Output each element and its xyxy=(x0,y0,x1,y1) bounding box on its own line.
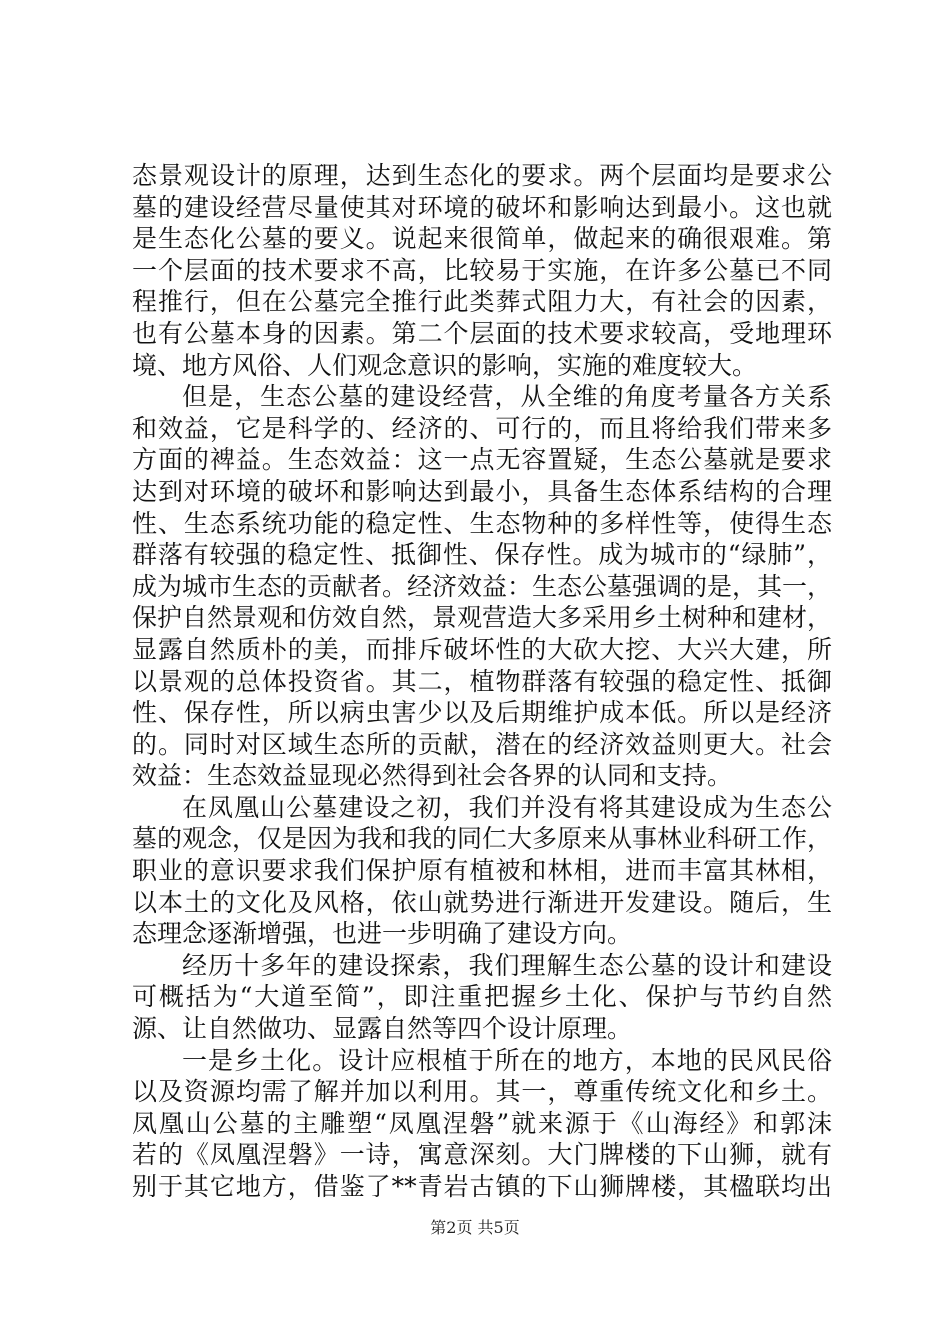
text-line: 一个层面的技术要求不高，比较易于实施，在许多公墓已不同 xyxy=(132,255,832,285)
text-line: 的。同时对区域生态所的贡献，潜在的经济效益则更大。社会 xyxy=(132,729,832,759)
paragraph-start-line: 在凤凰山公墓建设之初，我们并没有将其建设成为生态公 xyxy=(182,792,832,822)
paragraph-start-line: 但是，生态公墓的建设经营，从全维的角度考量各方关系 xyxy=(182,382,832,412)
text-line: 态景观设计的原理，达到生态化的要求。两个层面均是要求公 xyxy=(132,161,832,190)
text-line: 方面的裨益。生态效益：这一点无容置疑，生态公墓就是要求 xyxy=(132,445,832,475)
text-line: 墓的建设经营尽量使其对环境的破坏和影响达到最小。这也就 xyxy=(132,192,832,222)
text-line: 成为城市生态的贡献者。经济效益：生态公墓强调的是，其一， xyxy=(132,571,832,601)
text-line: 境、地方风俗、人们观念意识的影响，实施的难度较大。 xyxy=(132,350,758,380)
text-line: 可概括为“大道至简”，即注重把握乡土化、保护与节约自然 xyxy=(132,982,832,1012)
paragraph-start-line: 经历十多年的建设探索，我们理解生态公墓的设计和建设 xyxy=(182,950,832,980)
text-line: 程推行，但在公墓完全推行此类葬式阻力大，有社会的因素， xyxy=(132,287,832,317)
text-line: 性、保存性，所以病虫害少以及后期维护成本低。所以是经济 xyxy=(132,698,832,728)
text-line: 以本土的文化及风格，依山就势进行渐进开发建设。随后，生 xyxy=(132,887,832,917)
text-line: 职业的意识要求我们保护原有植被和林相，进而丰富其林相， xyxy=(132,856,832,886)
text-line: 也有公墓本身的因素。第二个层面的技术要求较高，受地理环 xyxy=(132,318,832,348)
text-line: 达到对环境的破坏和影响达到最小，具备生态体系结构的合理 xyxy=(132,476,832,506)
text-line: 性、生态系统功能的稳定性、生态物种的多样性等，使得生态 xyxy=(132,508,832,538)
body-text xyxy=(132,160,832,1203)
text-line: 显露自然质朴的美，而排斥破坏性的大砍大挖、大兴大建，所 xyxy=(132,634,832,664)
text-line: 以及资源均需了解并加以利用。其一，尊重传统文化和乡土。 xyxy=(132,1077,832,1107)
text-line: 和效益，它是科学的、经济的、可行的，而且将给我们带来多 xyxy=(132,413,832,443)
paragraph-start-line: 一是乡土化。设计应根植于所在的地方，本地的民风民俗 xyxy=(182,1045,832,1075)
text-line: 效益：生态效益显现必然得到社会各界的认同和支持。 xyxy=(132,761,733,791)
text-line: 以景观的总体投资省。其二，植物群落有较强的稳定性、抵御 xyxy=(132,666,832,696)
text-line: 态理念逐渐增强，也进一步明确了建设方向。 xyxy=(132,919,633,949)
text-line: 群落有较强的稳定性、抵御性、保存性。成为城市的“绿肺”， xyxy=(132,540,832,570)
text-line: 别于其它地方，借鉴了**青岩古镇的下山狮牌楼，其楹联均出 xyxy=(132,1172,832,1201)
text-line: 墓的观念，仅是因为我和我的同仁大多原来从事林业科研工作， xyxy=(132,824,832,854)
text-line: 是生态化公墓的要义。说起来很简单，做起来的确很艰难。第 xyxy=(132,224,832,254)
text-line: 保护自然景观和仿效自然，景观营造大多采用乡土树种和建材， xyxy=(132,603,832,633)
page-number-footer: 第2页 共5页 xyxy=(430,1218,520,1237)
text-line: 源、让自然做功、显露自然等四个设计原理。 xyxy=(132,1014,633,1044)
text-line: 若的《凤凰涅磐》一诗，寓意深刻。大门牌楼的下山狮，就有 xyxy=(132,1140,832,1170)
text-line: 凤凰山公墓的主雕塑“凤凰涅磐”就来源于《山海经》和郭沫 xyxy=(132,1108,832,1138)
